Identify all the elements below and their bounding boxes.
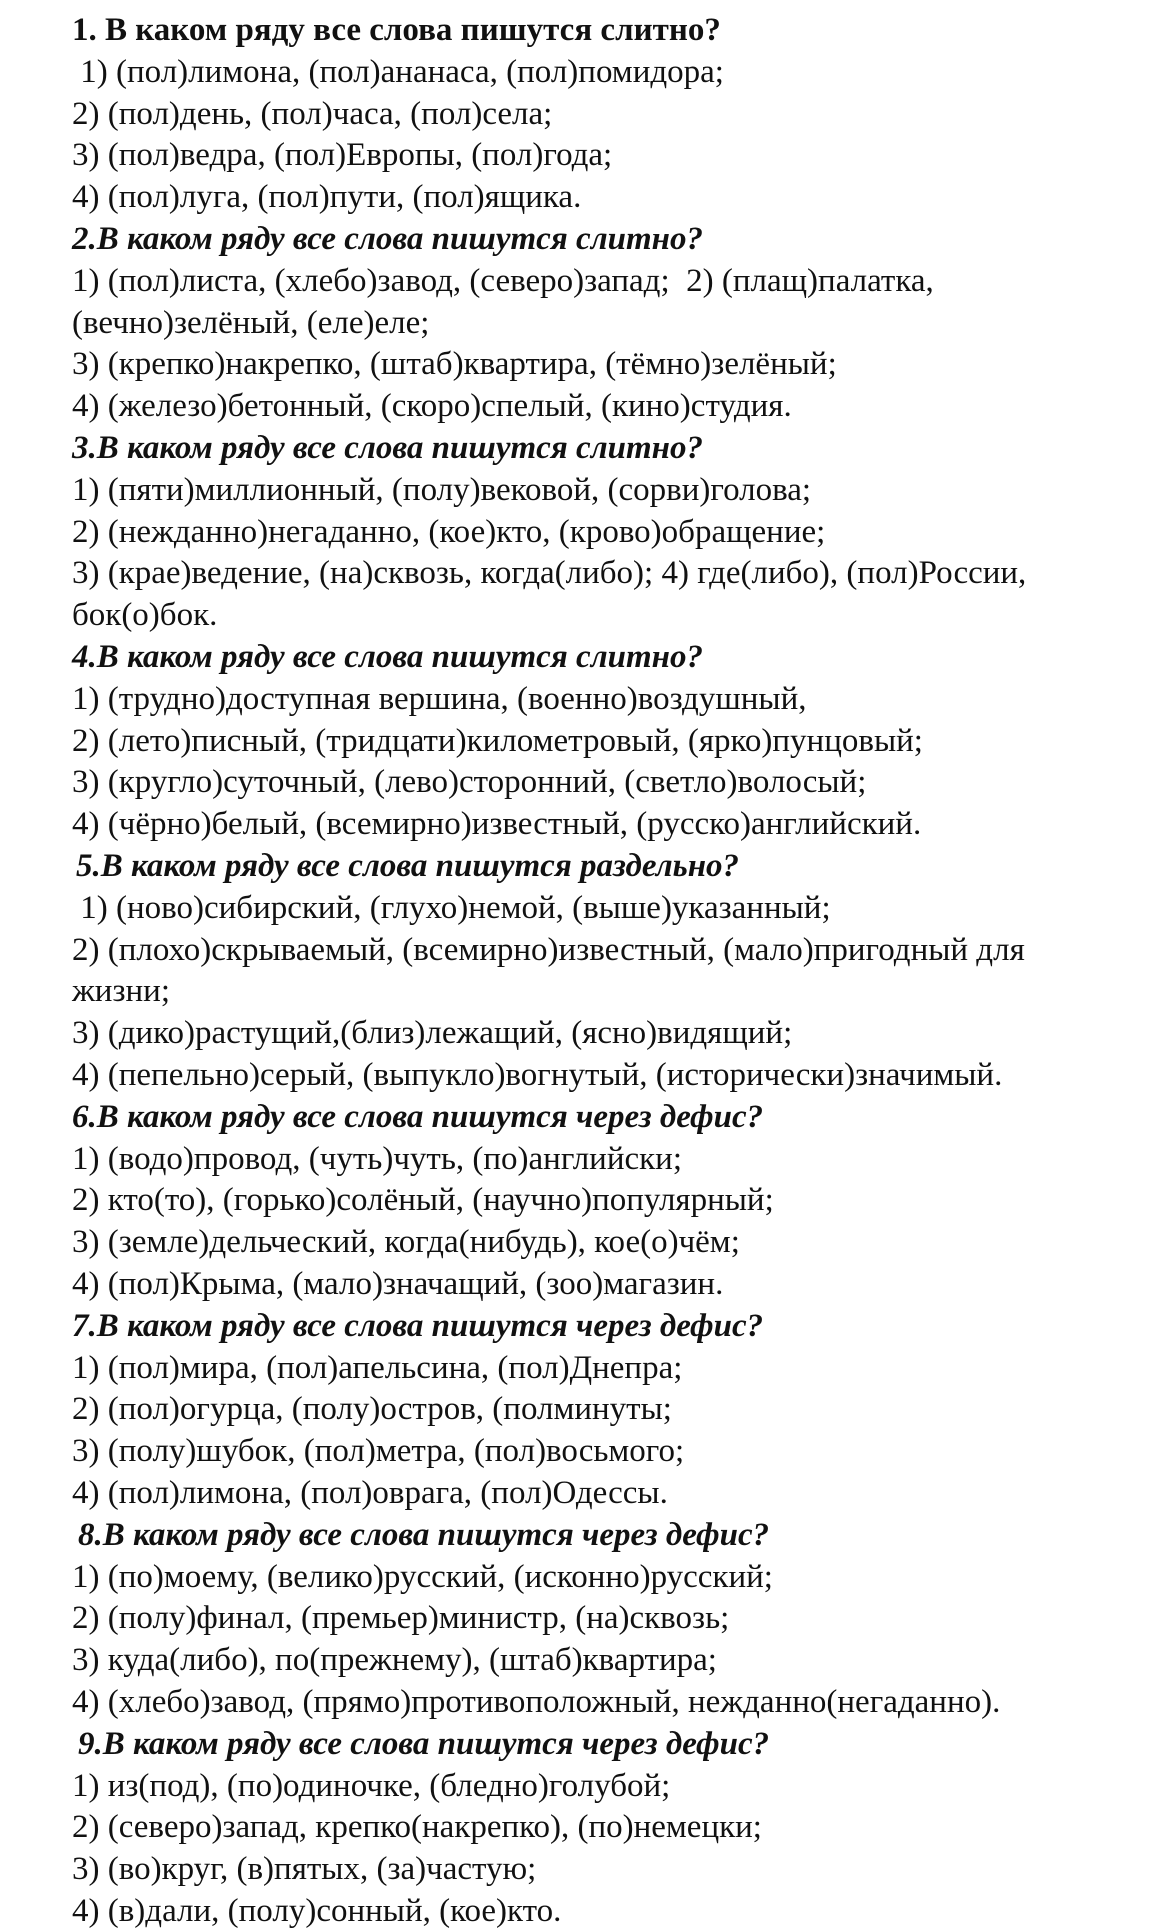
answer-option-line: 1) (трудно)доступная вершина, (военно)воздушный, <box>72 680 807 717</box>
answer-option-line: 1) (пол)мира, (пол)апельсина, (пол)Днепра; <box>72 1349 683 1386</box>
answer-option-line: 1) (ново)сибирский, (глухо)немой, (выше)указанный; <box>72 889 831 926</box>
answer-option-line: 4) (пол)луга, (пол)пути, (пол)ящика. <box>72 179 582 216</box>
answer-option-line: 4) (в)дали, (полу)сонный, (кое)кто. <box>72 1893 562 1929</box>
answer-option-line: 4) (железо)бетонный, (скоро)спелый, (кино)студия. <box>72 388 792 425</box>
answer-option-line: 2) (полу)финал, (премьер)министр, (на)сквозь; <box>72 1600 730 1637</box>
answer-option-line: 3) (полу)шубок, (пол)метра, (пол)восьмого; <box>72 1433 685 1470</box>
answer-option-line: 1) из(под), (по)одиночке, (бледно)голубой; <box>72 1767 671 1804</box>
question-heading: 4.В каком ряду все слова пишутся слитно? <box>72 639 703 675</box>
answer-option-line: 3) (пол)ведра, (пол)Европы, (пол)года; <box>72 137 613 174</box>
answer-option-line: 3) куда(либо), по(прежнему), (штаб)квартира; <box>72 1642 717 1679</box>
question-heading: 2.В каком ряду все слова пишутся слитно? <box>72 221 703 257</box>
answer-option-line: 1) (пол)лимона, (пол)ананаса, (пол)помидора; <box>72 53 724 90</box>
question-heading: 9.В каком ряду все слова пишутся через дефис? <box>78 1725 770 1762</box>
question-heading: 1. В каком ряду все слова пишутся слитно? <box>72 12 721 48</box>
answer-option-line: 1) (пяти)миллионный, (полу)вековой, (сорви)голова; <box>72 471 812 508</box>
answer-option-line: 2) (пол)огурца, (полу)остров, (полминуты; <box>72 1391 672 1428</box>
question-heading: 8.В каком ряду все слова пишутся через дефис? <box>78 1516 770 1553</box>
answer-option-line: 4) (чёрно)белый, (всемирно)известный, (русско)английский. <box>72 806 922 843</box>
answer-option-line: 1) (пол)листа, (хлебо)завод, (северо)запад; 2) (плащ)палатка, <box>72 262 934 299</box>
answer-option-line: 3) (кругло)суточный, (лево)сторонний, (светло)волосый; <box>72 764 867 801</box>
answer-option-line: 3) (дико)растущий,(близ)лежащий, (ясно)видящий; <box>72 1015 793 1052</box>
answer-option-line: 4) (пол)лимона, (пол)оврага, (пол)Одессы. <box>72 1475 668 1511</box>
answer-option-line: 2) (северо)запад, крепко(накрепко), (по)немецки; <box>72 1809 762 1846</box>
answer-option-line: 2) (нежданно)негаданно, (кое)кто, (крово)обращение; <box>72 513 826 550</box>
answer-option-line: 1) (водо)провод, (чуть)чуть, (по)английски; <box>72 1140 682 1177</box>
answer-option-line: (вечно)зелёный, (еле)еле; <box>72 304 430 341</box>
answer-option-line: 1) (по)моему, (велико)русский, (исконно)русский; <box>72 1558 773 1595</box>
answer-option-line: 2) кто(то), (горько)солёный, (научно)популярный; <box>72 1182 774 1219</box>
answer-option-line: 2) (плохо)скрываемый, (всемирно)известный, (мало)пригодный для <box>72 931 1025 968</box>
answer-option-line: 4) (хлебо)завод, (прямо)противоположный, нежданно(негаданно). <box>72 1684 1001 1720</box>
answer-option-line: бок(о)бок. <box>72 597 218 634</box>
answer-option-line: 2) (пол)день, (пол)часа, (пол)села; <box>72 95 553 132</box>
answer-option-line: 4) (пепельно)серый, (выпукло)вогнутый, (исторически)значимый. <box>72 1057 1003 1093</box>
question-heading: 5.В каком ряду все слова пишутся раздельно? <box>76 848 740 884</box>
answer-option-line: 3) (во)круг, (в)пятых, (за)частую; <box>72 1851 537 1888</box>
answer-option-line: 3) (земле)дельческий, когда(нибудь), кое(о)чём; <box>72 1224 740 1261</box>
answer-option-line: 3) (крае)ведение, (на)сквозь, когда(либо); 4) где(либо), (пол)России, <box>72 555 1027 592</box>
question-heading: 3.В каком ряду все слова пишутся слитно? <box>72 430 703 466</box>
answer-option-line: 2) (лето)писный, (тридцати)километровый, (ярко)пунцовый; <box>72 722 923 759</box>
answer-option-line: жизни; <box>72 973 170 1010</box>
answer-option-line: 4) (пол)Крыма, (мало)значащий, (зоо)магазин. <box>72 1266 724 1302</box>
question-heading: 7.В каком ряду все слова пишутся через дефис? <box>72 1307 764 1344</box>
question-heading: 6.В каком ряду все слова пишутся через дефис? <box>72 1098 764 1135</box>
answer-option-line: 3) (крепко)накрепко, (штаб)квартира, (тёмно)зелёный; <box>72 346 837 383</box>
